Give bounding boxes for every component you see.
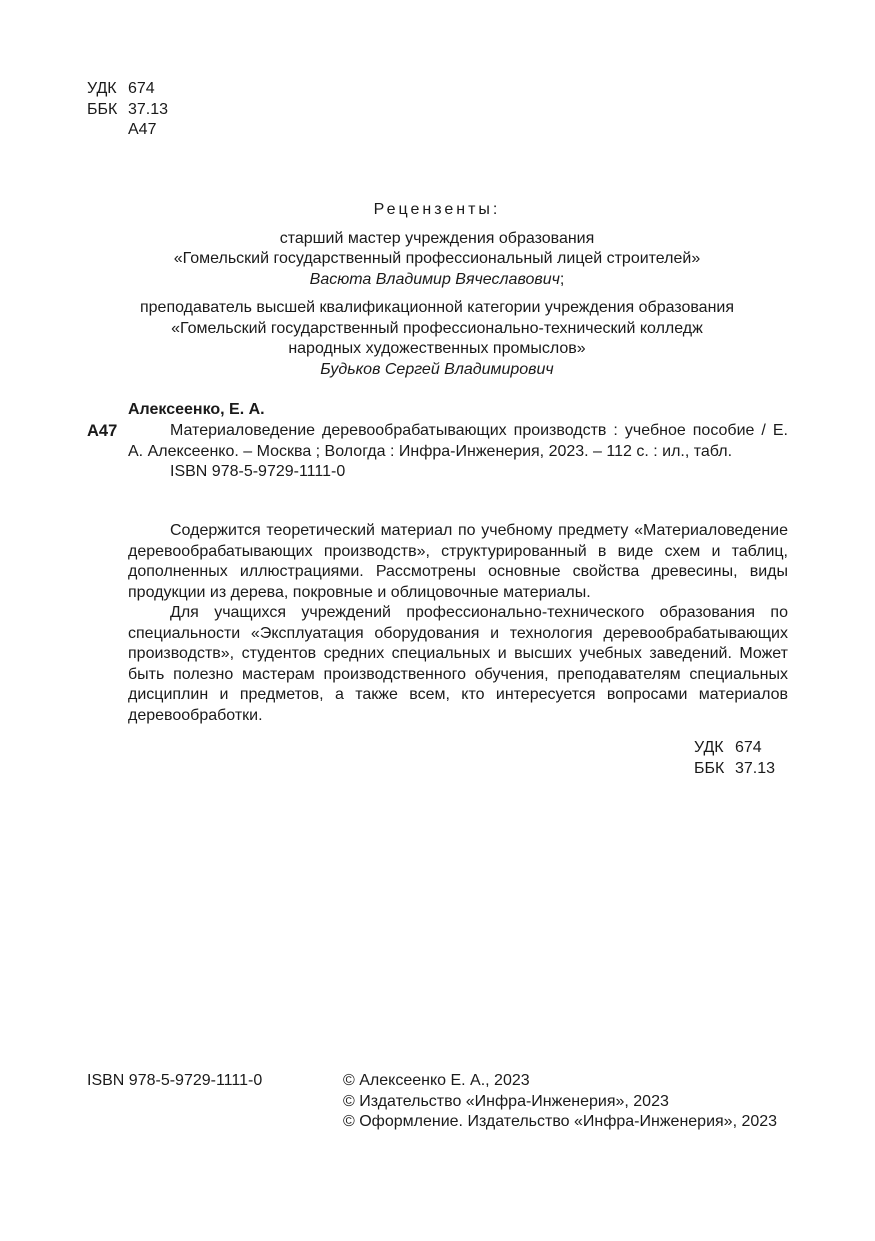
reviewer-2-organization-line1: «Гомельский государственный профессионально-технический колледж [171, 319, 703, 337]
bbk-right-row [694, 759, 775, 780]
reviewer-2-position: преподаватель высшей квалификационной категории учреждения образования [139, 299, 735, 316]
udk-label: УДК [87, 80, 117, 97]
reviewer-1 [87, 229, 787, 291]
udk-right-row [694, 738, 775, 759]
bibliographic-text: Материаловедение деревообрабатывающих производств : учебное пособие / Е. А. Алексеенко. – Москва ; Вологда : Инфра-Инженерия, 2023. – 112 с. : ил., табл. [128, 422, 788, 460]
reviewer-1-name: Васюта Владимир Вячеславович [309, 270, 560, 288]
bibliographic-isbn: ISBN 978-5-9729-1111-0 [170, 463, 346, 480]
reviewers-title: Рецензенты: [373, 201, 501, 218]
bbk-value: 37.13 [128, 100, 169, 118]
bbk-right-value: 37.13 [735, 759, 776, 777]
copyright-author: © Алексеенко Е. А., 2023 [343, 1072, 530, 1089]
annotation [128, 521, 788, 726]
annotation-paragraph-1: Содержится теоретический материал по учебному предмету «Материаловедение деревообрабатывающих производств», структурированный в виде схем и таблиц, дополненных иллюстрациями. Рассмотрены основные свойства древесины, виды продукции из дерева, покровные и облицовочные материалы. [128, 522, 788, 601]
bibliographic-description [128, 421, 788, 483]
reviewer-1-position: старший мастер учреждения образования [279, 229, 595, 247]
annotation-paragraph-2: Для учащихся учреждений профессионально-технического образования по специальности «Эксплуатация оборудования и технология деревообрабатывающих производств», студентов средних специальных и высших учебных заведений. Может быть полезно мастерам производственного обучения, преподавателям специальных дисциплин и предметов, а также всем, кто интересуется вопросами материалов деревообработки. [128, 604, 788, 724]
bbk-row [87, 100, 168, 121]
bbk-right-label: ББК [694, 759, 725, 777]
copyright-design: © Оформление. Издательство «Инфра-Инженерия», 2023 [343, 1113, 778, 1130]
book-author: Алексеенко, Е. А. [128, 401, 265, 418]
author-mark: А47 [128, 121, 157, 138]
reviewer-1-organization: «Гомельский государственный профессиональный лицей строителей» [173, 250, 701, 267]
bbk-label: ББК [87, 100, 118, 118]
copyright-publisher: © Издательство «Инфра-Инженерия», 2023 [343, 1092, 669, 1110]
author-code: А47 [87, 422, 118, 440]
author-mark-row [87, 120, 168, 141]
reviewer-1-name-line [87, 270, 787, 291]
udk-right-label: УДК [694, 739, 724, 756]
udk-row [87, 79, 168, 100]
reviewer-1-suffix: ; [559, 270, 565, 288]
footer-isbn: ISBN 978-5-9729-1111-0 [87, 1072, 263, 1089]
classification-right-block [694, 738, 775, 779]
reviewers-section [87, 200, 787, 388]
reviewer-2 [87, 298, 787, 380]
reviewer-2-name: Будьков Сергей Владимирович [320, 360, 554, 378]
udk-value: 674 [128, 80, 155, 97]
copyright-block [343, 1071, 777, 1133]
udk-right-value: 674 [735, 739, 762, 756]
reviewer-2-organization-line2: народных художественных промыслов» [288, 340, 586, 357]
classification-block [87, 79, 168, 141]
